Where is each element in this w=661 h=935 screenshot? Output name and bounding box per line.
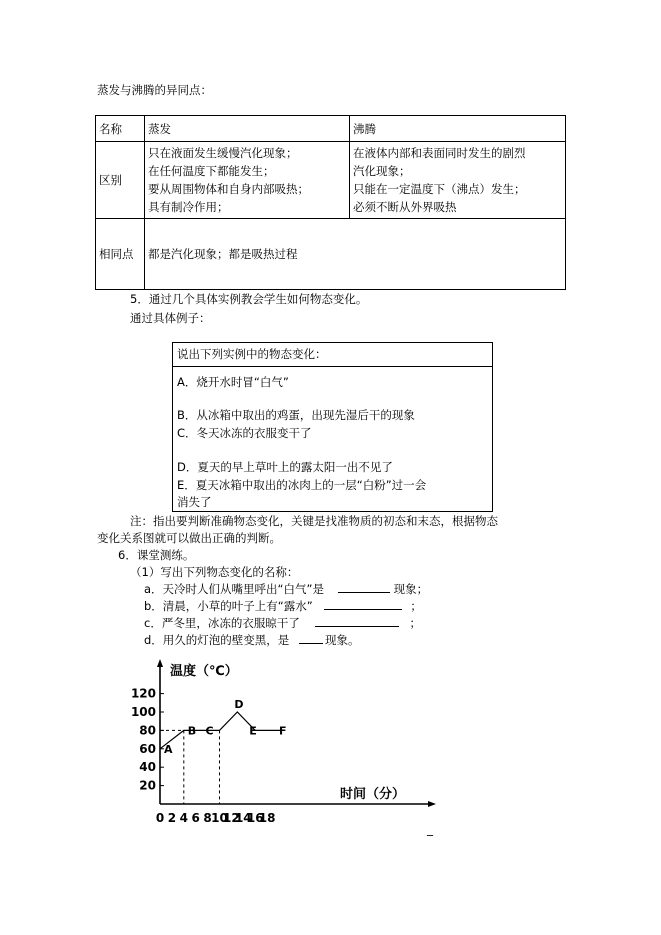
point-label-d: D	[234, 698, 244, 711]
question-b	[144, 598, 422, 614]
answer-blank-b[interactable]	[324, 598, 402, 610]
section-5-subtitle: 通过具体例子：	[130, 311, 211, 325]
answer-blank-a[interactable]	[338, 581, 390, 593]
similarity-label: 相同点	[96, 219, 145, 290]
question-c-text: c．严冬里，冰冻的衣服晾干了	[144, 616, 300, 630]
question-a	[144, 581, 428, 597]
footer-mark: _	[427, 822, 433, 836]
similarity-text: 都是汽化现象；都是吸热过程	[145, 219, 566, 290]
question-d	[144, 632, 359, 648]
boiling-traits: 在液体内部和表面同时发生的剧烈 汽化现象； 只能在一定温度下（沸点）发生； 必须不断从外界吸热	[350, 142, 566, 219]
x-tick-label: 16	[246, 811, 264, 825]
point-label-e: E	[249, 724, 257, 738]
intro-heading: 蒸发与沸腾的异同点：	[97, 83, 212, 97]
header-boiling: 沸腾	[350, 116, 566, 142]
example-b: B．从冰箱中取出的鸡蛋，出现先湿后干的现象	[177, 408, 415, 422]
y-tick-label: 60	[139, 741, 156, 756]
question-a-text: a．天冷时人们从嘴里呼出“白气”是	[144, 582, 324, 596]
x-tick-label: 14	[234, 811, 252, 825]
temperature-time-chart	[130, 658, 440, 826]
y-tick-label: 80	[139, 723, 156, 738]
table-header-row	[96, 116, 566, 142]
x-axis-arrow	[428, 801, 436, 807]
y-tick-label: 120	[130, 686, 156, 701]
section-6-title: 6．课堂测练。	[118, 548, 195, 562]
example-d: D．夏天的早上草叶上的露太阳一出不见了	[177, 460, 393, 474]
x-tick-label: 0	[155, 811, 165, 825]
question-d-text: d．用久的灯泡的壁变黑，是	[144, 633, 290, 647]
table-row-similarity	[96, 219, 566, 290]
x-tick-label: 10	[211, 811, 228, 825]
question-b-text: b．清晨，小草的叶子上有“露水”	[144, 599, 313, 613]
table-row-difference	[96, 142, 566, 219]
example-a: A．烧开水时冒“白气”	[177, 375, 289, 389]
question-c-suffix: ；	[409, 616, 421, 630]
point-label-b: B	[187, 724, 197, 738]
x-tick-label: 2	[167, 811, 177, 825]
x-tick-label: 18	[258, 811, 276, 825]
point-label-c: C	[205, 724, 214, 738]
answer-blank-c[interactable]	[315, 615, 399, 627]
example-e-line1: E．夏天冰箱中取出的冰肉上的一层“白粉”过一会	[177, 478, 427, 492]
examples-title: 说出下列实例中的物态变化：	[173, 343, 492, 367]
question-1-title: （1）写出下列物态变化的名称：	[130, 565, 299, 579]
point-label-f: F	[278, 724, 287, 738]
x-tick-label: 8	[203, 811, 212, 825]
comparison-table	[95, 115, 566, 290]
header-name: 名称	[96, 116, 145, 142]
point-label-a: A	[164, 742, 173, 756]
y-axis-arrow	[157, 659, 163, 667]
note-line-1: 注：指出要判断准确物态变化，关键是找准物质的初态和末态，根据物态	[130, 514, 498, 528]
question-d-suffix: 现象。	[324, 633, 360, 647]
question-b-suffix: ；	[410, 599, 422, 613]
note-line-2: 变化关系图就可以做出正确的判断。	[97, 531, 281, 545]
answer-blank-d[interactable]	[299, 632, 323, 644]
y-tick-label: 20	[139, 778, 156, 793]
header-evaporation: 蒸发	[145, 116, 350, 142]
example-c: C．冬天冰冻的衣服变干了	[177, 426, 312, 440]
x-axis-label: 时间（分）	[340, 787, 406, 802]
section-5-title: 5．通过几个具体实例教会学生如何物态变化。	[130, 292, 368, 306]
y-axis-label: 温度（℃）	[170, 664, 238, 679]
x-tick-label: 6	[191, 811, 200, 825]
question-a-suffix: 现象；	[393, 582, 429, 596]
y-tick-label: 100	[130, 705, 156, 719]
y-tick-label: 40	[139, 760, 156, 775]
examples-box	[172, 342, 493, 512]
x-tick-label: 12	[223, 811, 240, 825]
difference-label: 区别	[96, 142, 145, 219]
evaporation-traits: 只在液面发生缓慢汽化现象； 在任何温度下都能发生； 要从周围物体和自身内部吸热； 具有制冷作用；	[145, 142, 350, 219]
example-e-line2: 消失了	[177, 495, 212, 509]
x-tick-label: 4	[179, 811, 188, 825]
question-c	[144, 615, 421, 631]
